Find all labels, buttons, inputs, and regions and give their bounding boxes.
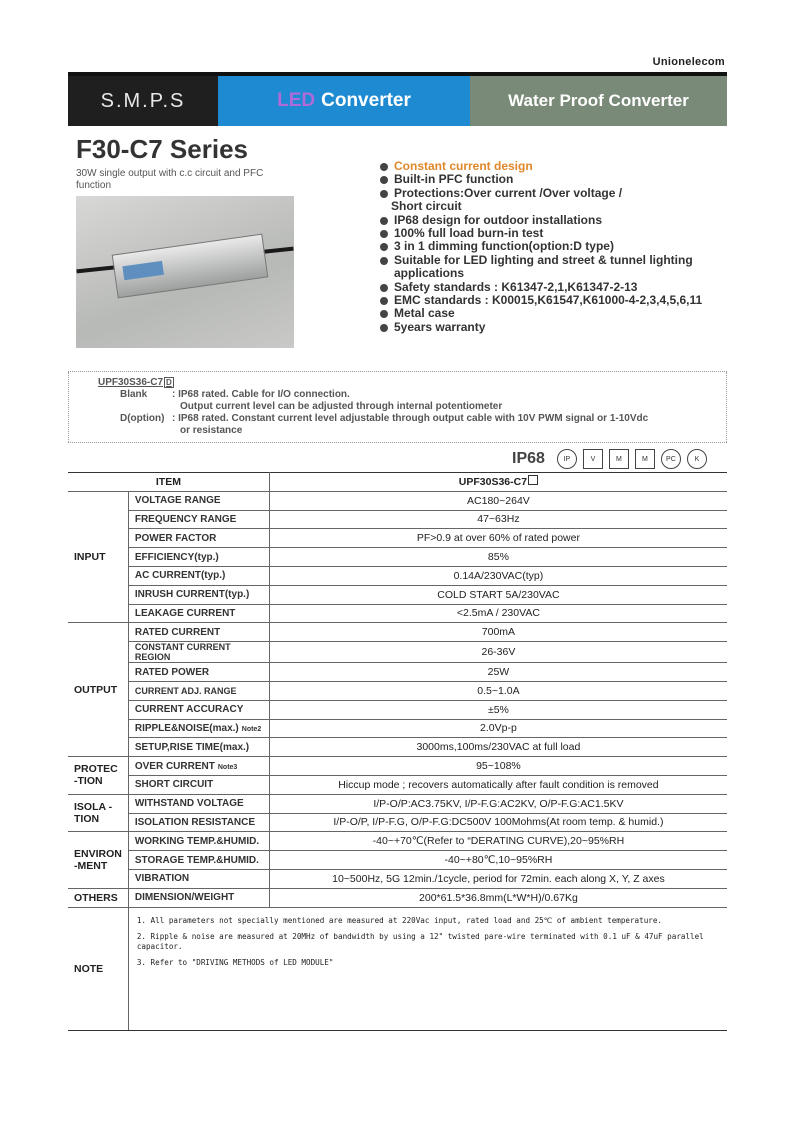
note-ref: Note2 <box>241 725 262 733</box>
row-label: VIBRATION <box>128 869 269 888</box>
row-label: ISOLATION RESISTANCE <box>128 813 269 832</box>
table-row <box>68 813 727 832</box>
row-value: -40~+80℃,10~95%RH <box>269 851 727 870</box>
row-label: VOLTAGE RANGE <box>128 491 269 510</box>
ip68-mark: IP68 <box>512 450 545 467</box>
row-value: 25W <box>269 663 727 682</box>
m-mark-icon: M <box>609 449 629 469</box>
group-others: OTHERS <box>68 888 128 907</box>
box-right-edge <box>726 372 727 442</box>
group-isolation: ISOLA -TION <box>68 794 128 832</box>
series-title: F30-C7 Series <box>76 134 248 164</box>
group-protection: PROTEC -TION <box>68 757 128 795</box>
table-row <box>68 566 727 585</box>
table-row <box>68 719 727 738</box>
feature-item: 5years warranty <box>380 321 702 334</box>
category-bar <box>68 72 727 126</box>
row-label: AC CURRENT(typ.) <box>128 566 269 585</box>
row-value: 2.0Vp-p <box>269 719 727 738</box>
product-label-graphic <box>122 261 164 280</box>
table-row <box>68 663 727 682</box>
notes-row <box>68 907 727 1030</box>
notes-cell <box>128 907 727 1030</box>
table-row <box>68 832 727 851</box>
row-value: 85% <box>269 548 727 567</box>
row-value: 26-36V <box>269 642 727 663</box>
model-header: UPF30S36-C7 <box>269 473 727 492</box>
feature-item: Suitable for LED lighting and street & tunnel lighting <box>380 254 702 267</box>
certification-marks <box>512 448 707 470</box>
table-row <box>68 548 727 567</box>
row-value: AC180~264V <box>269 491 727 510</box>
feature-item: Protections:Over current /Over voltage / <box>380 187 702 200</box>
feature-list <box>380 160 702 334</box>
feature-item: Built-in PFC function <box>380 173 702 186</box>
option-d-desc2: or resistance <box>180 425 243 436</box>
feature-item: Safety standards : K61347-2,1,K61347-2-13 <box>380 281 702 294</box>
row-label: FREQUENCY RANGE <box>128 510 269 529</box>
row-label: INRUSH CURRENT(typ.) <box>128 585 269 604</box>
row-label: RATED CURRENT <box>128 623 269 642</box>
option-d-label: D(option) <box>120 413 165 424</box>
item-header: ITEM <box>68 473 269 492</box>
feature-item: Constant current design <box>380 160 702 173</box>
feature-item: 3 in 1 dimming function(option:D type) <box>380 240 702 253</box>
brand-name: Unionelecom <box>652 56 725 68</box>
led-converter-tab <box>218 76 470 126</box>
row-label: LEAKAGE CURRENT <box>128 604 269 623</box>
model-options-box <box>68 371 727 443</box>
table-row <box>68 604 727 623</box>
row-label: CURRENT ADJ. RANGE <box>128 681 269 700</box>
row-label: WORKING TEMP.&HUMID. <box>128 832 269 851</box>
row-label: SETUP,RISE TIME(max.) <box>128 738 269 757</box>
led-label: LED <box>277 90 316 111</box>
feature-item: Metal case <box>380 307 702 320</box>
table-row <box>68 585 727 604</box>
row-label: SHORT CIRCUIT <box>128 775 269 794</box>
row-label: EFFICIENCY(typ.) <box>128 548 269 567</box>
smps-tab: S.M.P.S <box>68 76 218 126</box>
row-label: RIPPLE&NOISE(max.) Note2 <box>128 719 269 738</box>
row-label: DIMENSION/WEIGHT <box>128 888 269 907</box>
table-row <box>68 623 727 642</box>
converter-body-graphic <box>112 234 269 299</box>
row-label: CURRENT ACCURACY <box>128 700 269 719</box>
table-row <box>68 738 727 757</box>
table-row <box>68 851 727 870</box>
v-mark-icon: V <box>583 449 603 469</box>
row-value: -40~+70℃(Refer to “DERATING CURVE),20~95%RH <box>269 832 727 851</box>
row-value: <2.5mA / 230VAC <box>269 604 727 623</box>
row-value: COLD START 5A/230VAC <box>269 585 727 604</box>
row-value: 3000ms,100ms/230VAC at full load <box>269 738 727 757</box>
row-value: ±5% <box>269 700 727 719</box>
note-ref: Note3 <box>217 763 238 771</box>
row-label: CONSTANT CURRENT REGION <box>128 642 269 663</box>
row-value: I/P-O/P:AC3.75KV, I/P-F.G:AC2KV, O/P-F.G:AC1.5KV <box>269 794 727 813</box>
row-value: 700mA <box>269 623 727 642</box>
group-output: OUTPUT <box>68 623 128 757</box>
note-item: 1. All parameters not specially mentioned are measured at 220Vac input, rated load and 25℃ of ambient temperature. <box>136 915 662 925</box>
table-row <box>68 794 727 813</box>
row-value: PF>0.9 at over 60% of rated power <box>269 529 727 548</box>
product-photo <box>76 196 294 348</box>
option-blank-desc: : IP68 rated. Cable for I/O connection. <box>172 389 350 400</box>
table-header-row <box>68 473 727 492</box>
spec-table <box>68 472 727 1031</box>
converter-label: Converter <box>321 90 411 111</box>
group-environment: ENVIRON -MENT <box>68 832 128 888</box>
row-value: 95~108% <box>269 757 727 776</box>
note-item: 2. Ripple & noise are measured at 20MHz of bandwidth by using a 12" twisted pare-wire terminated with 0.1 uF & 47uF parallel capacitor. <box>136 932 704 951</box>
row-value: 47~63Hz <box>269 510 727 529</box>
table-row <box>68 642 727 663</box>
table-row <box>68 529 727 548</box>
m-mark-icon-2: M <box>635 449 655 469</box>
table-row <box>68 491 727 510</box>
group-note: NOTE <box>68 907 128 1030</box>
feature-item: 100% full load burn-in test <box>380 227 702 240</box>
row-value: 200*61.5*36.8mm(L*W*H)/0.67Kg <box>269 888 727 907</box>
option-blank-label: Blank <box>120 389 148 400</box>
feature-item-continuation: applications <box>394 266 465 281</box>
row-label: WITHSTAND VOLTAGE <box>128 794 269 813</box>
kc-mark-icon: K <box>687 449 707 469</box>
ip-seal-icon: IP <box>557 449 577 469</box>
option-blank-desc2: Output current level can be adjusted through internal potentiometer <box>180 401 503 412</box>
table-row <box>68 888 727 907</box>
row-label: OVER CURRENT Note3 <box>128 757 269 776</box>
model-code: UPF30S36-C7 D <box>98 377 172 388</box>
model-code-box: D <box>166 378 172 387</box>
feature-item: IP68 design for outdoor installations <box>380 214 702 227</box>
table-row <box>68 869 727 888</box>
row-label: STORAGE TEMP.&HUMID. <box>128 851 269 870</box>
table-row <box>68 681 727 700</box>
series-subtitle: 30W single output with c.c circuit and PFC function <box>76 168 264 191</box>
row-value: 0.5~1.0A <box>269 681 727 700</box>
pc-mark-icon: PC <box>661 449 681 469</box>
table-row <box>68 757 727 776</box>
row-label: RATED POWER <box>128 663 269 682</box>
waterproof-converter-tab: Water Proof Converter <box>470 76 727 126</box>
row-value: 10~500Hz, 5G 12min./1cycle, period for 72min. each along X, Y, Z axes <box>269 869 727 888</box>
row-value: Hiccup mode ; recovers automatically after fault condition is removed <box>269 775 727 794</box>
row-value: I/P-O/P, I/P-F.G, O/P-F.G:DC500V 100Mohms(At room temp. & humid.) <box>269 813 727 832</box>
note-item: 3. Refer to "DRIVING METHODS of LED MODULE" <box>136 958 334 968</box>
row-label: POWER FACTOR <box>128 529 269 548</box>
option-d-desc: : IP68 rated. Constant current level adjustable through output cable with 10V PWM signal or 1-10Vdc <box>172 413 649 424</box>
group-input: INPUT <box>68 491 128 623</box>
table-row <box>68 510 727 529</box>
feature-item: EMC standards : K00015,K61547,K61000-4-2,3,4,5,6,11 <box>380 294 702 307</box>
table-row <box>68 700 727 719</box>
table-row <box>68 775 727 794</box>
feature-item-continuation: Short circuit <box>391 199 462 214</box>
row-value: 0.14A/230VAC(typ) <box>269 566 727 585</box>
box-left-edge <box>68 372 69 442</box>
